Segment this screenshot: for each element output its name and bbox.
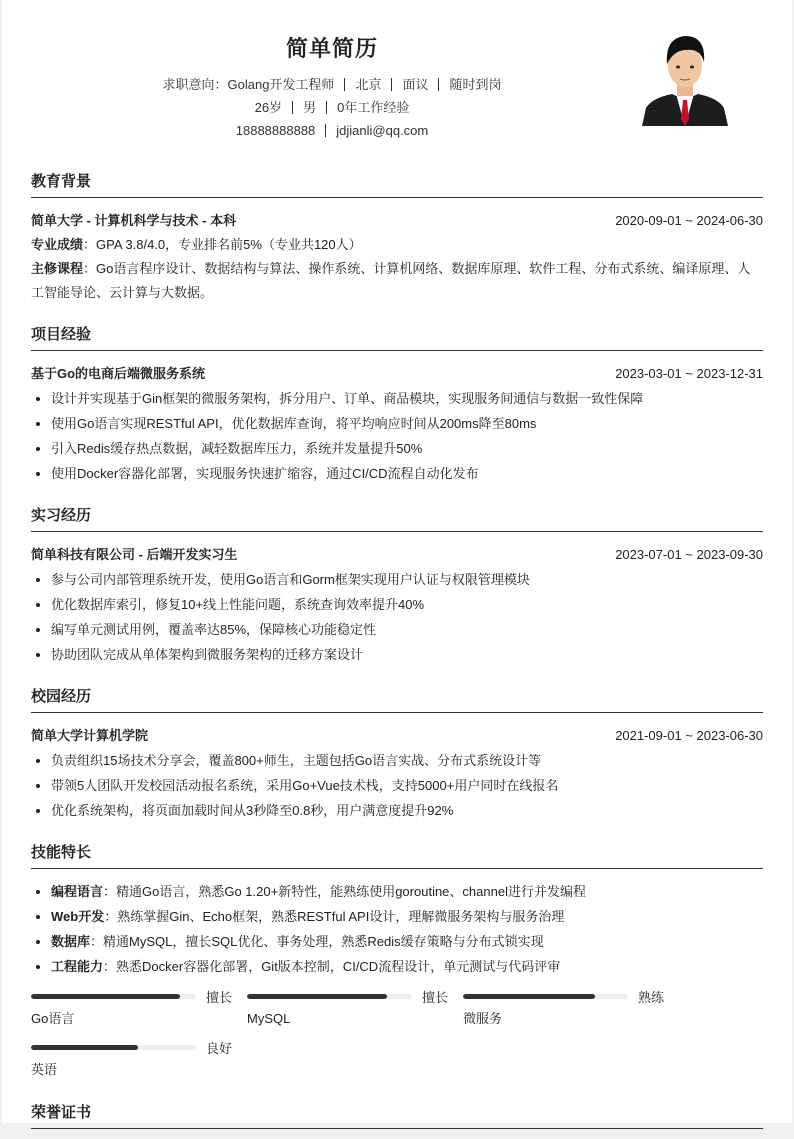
section-title-skills: 技能特长 (31, 841, 763, 869)
list-item: • 编写单元测试用例，覆盖率达85%，保障核心功能稳定性 (51, 617, 763, 642)
skill-text: ：熟悉Docker容器化部署，Git版本控制，CI/CD流程设计，单元测试与代码评审 (103, 959, 561, 974)
job-intent: 求职意向：Golang开发工程师 (162, 77, 335, 92)
section-title-intern: 实习经历 (31, 504, 763, 532)
campus-header (31, 723, 763, 748)
experience: 0年工作经验 (337, 100, 410, 115)
skill-text: ：熟练掌握Gin、Echo框架，熟悉RESTful API设计，理解微服务架构与服务治理 (104, 909, 565, 924)
campus-org: 简单大学计算机学院 (31, 728, 149, 743)
skill-bar (463, 994, 628, 999)
skills-list (31, 879, 763, 979)
skill-levels (31, 987, 763, 1089)
list-item: • 设计并实现基于Gin框架的微服务架构，拆分用户、订单、商品模块，实现服务间通信与数据一致性保障 (51, 386, 763, 411)
list-item: • 带领5人团队开发校园活动报名系统，采用Go+Vue技术栈，支持5000+用户同时在线报名 (51, 773, 763, 798)
courses-label: 主修课程 (31, 261, 84, 276)
section-title-campus: 校园经历 (31, 685, 763, 713)
age: 26岁 (254, 100, 283, 115)
list-item: • 协助团队完成从单体架构到微服务架构的迁移方案设计 (51, 642, 763, 667)
list-item (51, 929, 763, 954)
skill-level-item (463, 987, 679, 1032)
grade-label: 专业成绩 (31, 237, 84, 252)
skill-bar (247, 994, 412, 999)
skill-bar-fill (31, 994, 180, 999)
availability: 随时到岗 (449, 77, 502, 92)
skill-level-row (463, 987, 679, 1006)
resume-header (2, 28, 662, 142)
education-date: 2020-09-01 ~ 2024-06-30 (615, 213, 763, 228)
courses-value: ：Go语言程序设计、数据结构与算法、操作系统、计算机网络、数据库原理、软件工程、分布式系统、编译原理、人工智能导论、云计算与大数据。 (31, 261, 751, 300)
skill-level-row (31, 987, 247, 1006)
education-header (31, 208, 763, 233)
grade-value: ：GPA 3.8/4.0，专业排名前5%（专业共120人） (83, 237, 362, 252)
gender: 男 (303, 100, 317, 115)
school: 简单大学 - 计算机科学与技术 - 本科 (31, 213, 237, 228)
skill-level-row (31, 1038, 247, 1057)
skill-name: MySQL (247, 1011, 291, 1026)
avatar (638, 28, 732, 126)
skill-bar-fill (247, 994, 387, 999)
skill-label: 编程语言 (51, 884, 104, 899)
email: jdjianli@qq.com (336, 123, 429, 138)
skill-level-label: 熟练 (638, 990, 665, 1005)
resume-content (31, 170, 763, 1139)
skill-level-row (247, 987, 463, 1006)
skill-label: Web开发 (51, 909, 105, 924)
skill-label: 数据库 (51, 934, 91, 949)
list-item: • 优化数据库索引，修复10+线上性能问题，系统查询效率提升40% (51, 592, 763, 617)
skill-level-item (31, 1038, 247, 1083)
skill-level-item (31, 987, 247, 1032)
list-item: • 优化系统架构，将页面加载时间从3秒降至0.8秒，用户满意度提升92% (51, 798, 763, 823)
intern-header (31, 542, 763, 567)
section-title-project: 项目经验 (31, 323, 763, 351)
skill-level-item (247, 987, 463, 1032)
list-item (51, 879, 763, 904)
phone: 18888888888 (235, 123, 316, 138)
skill-label: 工程能力 (51, 959, 104, 974)
skill-bar-fill (31, 1045, 138, 1050)
section-title-honors: 荣誉证书 (31, 1101, 763, 1129)
skill-text: ：精通MySQL，擅长SQL优化、事务处理，熟悉Redis缓存策略与分布式锁实现 (90, 934, 544, 949)
list-item (51, 954, 763, 979)
skill-level-label: 擅长 (206, 990, 233, 1005)
list-item: • 使用Go语言实现RESTful API，优化数据库查询，将平均响应时间从200ms降至80ms (51, 411, 763, 436)
skill-level-label: 擅长 (422, 990, 449, 1005)
section-title-education: 教育背景 (31, 170, 763, 198)
grade (31, 233, 763, 257)
skill-name: Go语言 (31, 1011, 75, 1026)
salary: 面议 (402, 77, 429, 92)
city: 北京 (355, 77, 382, 92)
skill-name: 英语 (31, 1062, 58, 1077)
campus-list (31, 748, 763, 823)
project-list (31, 386, 763, 486)
skill-bar-fill (463, 994, 595, 999)
skill-text: ：精通Go语言，熟悉Go 1.20+新特性，能熟练使用goroutine、channel进行并发编程 (103, 884, 586, 899)
list-item: • 负责组织15场技术分享会，覆盖800+师生，主题包括Go语言实战、分布式系统设计等 (51, 748, 763, 773)
list-item (51, 904, 763, 929)
intern-company: 简单科技有限公司 - 后端开发实习生 (31, 547, 238, 562)
project-date: 2023-03-01 ~ 2023-12-31 (615, 366, 763, 381)
resume-title: 简单简历 (285, 36, 378, 61)
contact-line (2, 119, 662, 142)
job-intent-line (2, 73, 662, 96)
courses (31, 257, 763, 305)
personal-info-line (2, 96, 662, 119)
project-header (31, 361, 763, 386)
skill-name: 微服务 (463, 1011, 503, 1026)
list-item: • 参与公司内部管理系统开发，使用Go语言和Gorm框架实现用户认证与权限管理模块 (51, 567, 763, 592)
skill-bar (31, 994, 196, 999)
intern-list (31, 567, 763, 667)
list-item: • 使用Docker容器化部署，实现服务快速扩缩容，通过CI/CD流程自动化发布 (51, 461, 763, 486)
list-item: • 引入Redis缓存热点数据，减轻数据库压力，系统并发量提升50% (51, 436, 763, 461)
resume-page (2, 0, 792, 1123)
project-name: 基于Go的电商后端微服务系统 (31, 366, 206, 381)
skill-bar (31, 1045, 196, 1050)
intern-date: 2023-07-01 ~ 2023-09-30 (615, 547, 763, 562)
skill-level-label: 良好 (206, 1041, 233, 1056)
campus-date: 2021-09-01 ~ 2023-06-30 (615, 728, 763, 743)
